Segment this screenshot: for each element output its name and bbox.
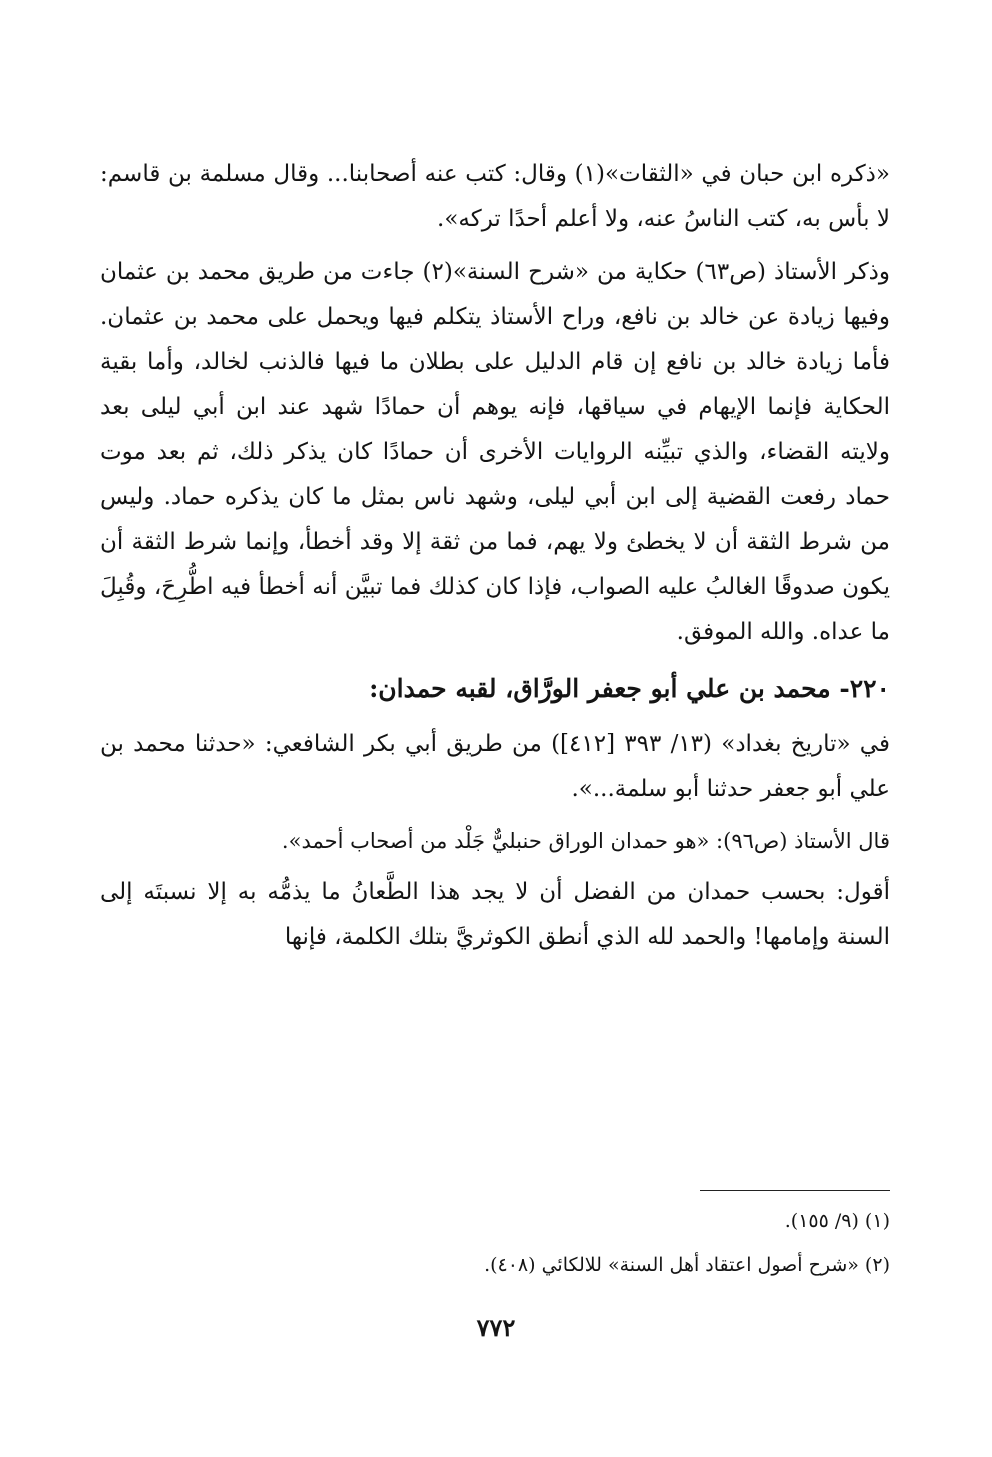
paragraph-aqulu: أقول: بحسب حمدان من الفضل أن لا يجد هذا الطَّعانُ ما يذمُّه به إلا نسبتَه إلى السنة وإمامها! والحمد لله الذي أنطق الكوثريَّ بتلك الكلمة، فإنها xyxy=(100,879,890,950)
page-number: ٧٧٢ xyxy=(476,1313,516,1342)
footnote-2: (٢) «شرح أصول اعتقاد أهل السنة» للالكائي (٤٠٨). xyxy=(484,1254,890,1276)
main-text xyxy=(100,152,890,960)
footnote-divider xyxy=(700,1190,890,1191)
entry-heading-hamdan: ٢٢٠- محمد بن علي أبو جعفر الورَّاق، لقبه حمدان: xyxy=(369,674,890,703)
paragraph-ustadh-quote: قال الأستاذ (ص٩٦): «هو حمدان الوراق حنبليٌّ جَلْد من أصحاب أحمد». xyxy=(281,829,890,853)
paragraph-quote-ibn-hibban: «ذكره ابن حبان في «الثقات»(١) وقال: كتب عنه أصحابنا... وقال مسلمة بن قاسم: لا بأس به، كتب الناسُ عنه، ولا أعلم أحدًا تركه». xyxy=(100,161,890,232)
footnote-1: (١) (٩/ ١٥٥). xyxy=(784,1210,890,1232)
paragraph-sharh-al-sunnah: وذكر الأستاذ (ص٦٣) حكاية من «شرح السنة»(٢) جاءت من طريق محمد بن عثمان وفيها زيادة عن خالد بن نافع، وراح الأستاذ يتكلم فيها ويحمل على محمد بن عثمان. فأما زيادة خالد بن نافع إن قام الدليل على بطلان ما فيها فالذنب لخالد، وأما بقية الحكاية فإنما الإيهام في سياقها، فإنه يوهم أن حمادًا شهد عند ابن أبي ليلى بعد ولايته القضاء، والذي تبيِّنه الروايات الأخرى أن حمادًا كان يذكر ذلك، ثم بعد موت حماد رفعت القضية إلى ابن أبي ليلى، وشهد ناس بمثل ما كان يذكره حماد. وليس من شرط الثقة أن لا يخطئ ولا يهم، فما من ثقة إلا وقد أخطأ، وإنما شرط الثقة أن يكون صدوقًا الغالبُ عليه الصواب، فإذا كان كذلك فما تبيَّن أنه أخطأ فيه اطُّرِحَ، وقُبِلَ ما عداه. والله الموفق. xyxy=(100,259,890,645)
paragraph-tarikh-baghdad: في «تاريخ بغداد» (١٣/ ٣٩٣ [٤١٢]) من طريق أبي بكر الشافعي: «حدثنا محمد بن علي أبو جعفر حدثنا أبو سلمة...». xyxy=(100,731,890,802)
